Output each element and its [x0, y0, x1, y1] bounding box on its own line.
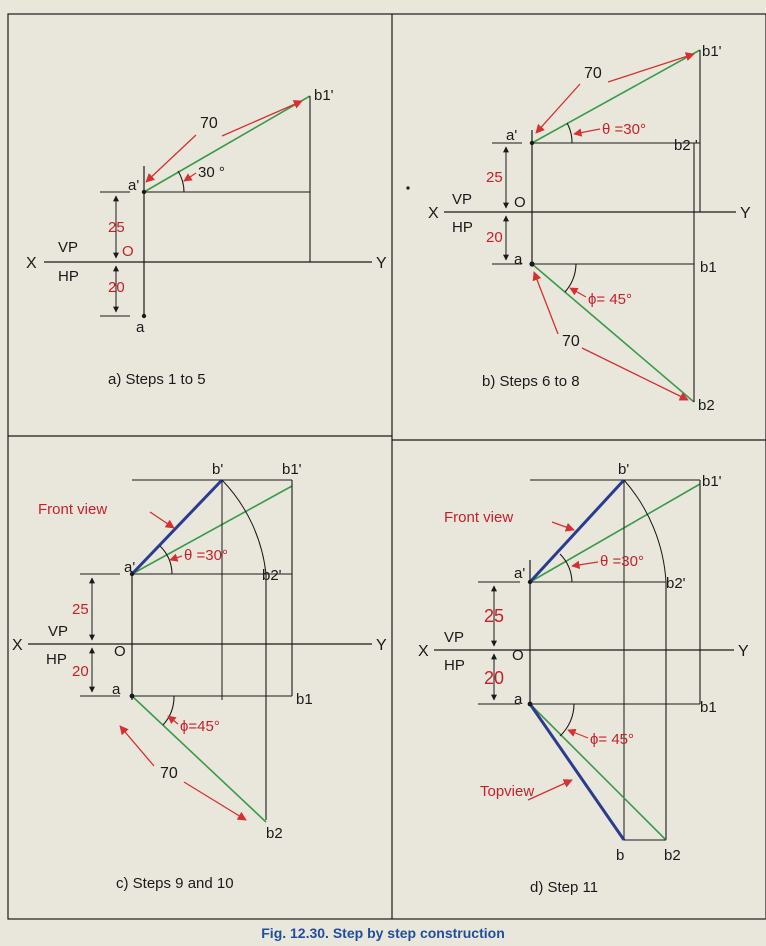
label-a-prime: a' — [128, 177, 140, 194]
point-a-prime — [142, 190, 146, 194]
label-dim-20: 20 — [72, 663, 89, 680]
label-front-view: Front view — [444, 509, 514, 526]
label-a: a — [136, 319, 145, 336]
stray-dot — [406, 186, 409, 189]
arrow-to-b1-prime — [222, 101, 302, 136]
label-b: b — [616, 847, 625, 864]
point-a — [529, 261, 534, 266]
label-theta: θ =30° — [184, 547, 228, 564]
label-theta: θ =30° — [600, 553, 644, 570]
label-y: Y — [376, 255, 387, 272]
point-a — [528, 702, 533, 707]
phi-arrow — [570, 288, 586, 297]
label-hp: HP — [46, 651, 67, 668]
label-hp: HP — [58, 268, 79, 285]
label-b2: b2 — [266, 825, 283, 842]
label-front-view: Front view — [38, 501, 108, 518]
label-x: X — [26, 255, 37, 272]
phi-arrow — [568, 730, 588, 738]
point-a — [142, 314, 146, 318]
label-dim-25: 25 — [108, 219, 125, 236]
label-top-view: Topview — [480, 783, 535, 800]
label-a-prime: a' — [514, 565, 526, 582]
label-hp: HP — [444, 657, 465, 674]
label-y: Y — [738, 643, 749, 660]
point-a-prime — [530, 141, 534, 145]
true-length-line-hp — [132, 696, 266, 822]
label-b1: b1 — [700, 699, 717, 716]
angle-arrow — [184, 173, 196, 181]
top-view-arrow — [528, 780, 572, 800]
arrow-length-a — [120, 726, 154, 766]
panel-c-caption: c) Steps 9 and 10 — [116, 875, 234, 892]
label-b2-prime: b2' — [666, 575, 686, 592]
label-phi: ϕ= 45° — [590, 731, 635, 748]
label-phi: ϕ= 45° — [588, 291, 633, 308]
front-view-arrow — [552, 522, 574, 530]
label-y: Y — [376, 637, 387, 654]
theta-arrow — [574, 129, 600, 134]
panel-c — [12, 461, 387, 892]
label-x: X — [418, 643, 429, 660]
theta-arrow — [572, 562, 598, 566]
label-angle: 30 ° — [198, 164, 225, 181]
label-b2-prime: b2' — [262, 567, 282, 584]
label-b1-prime: b1' — [702, 43, 722, 60]
label-o: O — [122, 243, 134, 260]
label-o: O — [514, 194, 526, 211]
figure-caption: Fig. 12.30. Step by step construction — [261, 925, 505, 941]
arrow-top-a — [536, 84, 580, 133]
label-b2: b2 — [698, 397, 715, 414]
label-dim-25: 25 — [484, 606, 505, 626]
label-a-prime: a' — [124, 559, 136, 576]
front-view-arrow — [150, 512, 174, 528]
label-vp: VP — [444, 629, 465, 646]
panel-a — [26, 87, 387, 388]
label-b-prime: b' — [212, 461, 224, 478]
label-dim-20: 20 — [108, 279, 125, 296]
label-a: a — [514, 691, 523, 708]
true-length-line-hp — [530, 704, 666, 840]
label-vp: VP — [58, 239, 79, 256]
label-length-bottom: 70 — [562, 333, 580, 350]
theta-arc — [567, 123, 572, 143]
label-theta: θ =30° — [602, 121, 646, 138]
point-a — [130, 694, 135, 699]
phi-arrow — [168, 716, 178, 724]
label-length: 70 — [160, 765, 178, 782]
theta-arrow — [170, 556, 182, 560]
label-b2: b2 — [664, 847, 681, 864]
panel-b — [406, 43, 751, 414]
label-y: Y — [740, 205, 751, 222]
label-length-top: 70 — [584, 65, 602, 82]
label-phi: ϕ=45° — [180, 718, 220, 735]
arrow-bottom-a — [534, 272, 558, 334]
label-dim-20: 20 — [484, 668, 505, 688]
label-dim-25: 25 — [486, 169, 503, 186]
label-a-prime: a' — [506, 127, 518, 144]
panel-d-caption: d) Step 11 — [530, 879, 599, 896]
label-b1-prime: b1' — [314, 87, 334, 104]
label-x: X — [12, 637, 23, 654]
label-hp: HP — [452, 219, 473, 236]
panel-d — [418, 461, 749, 896]
figure-border — [8, 14, 766, 919]
label-b1: b1 — [296, 691, 313, 708]
label-dim-25: 25 — [72, 601, 89, 618]
phi-arc — [163, 696, 174, 725]
panel-grid — [8, 14, 766, 919]
arrow-to-a-prime — [146, 135, 196, 182]
locus-arc — [222, 480, 266, 574]
label-b-prime: b' — [618, 461, 630, 478]
label-b2-prime: b2 ' — [674, 137, 698, 154]
label-x: X — [428, 205, 439, 222]
label-b1: b1 — [700, 259, 717, 276]
label-true-length: 70 — [200, 115, 218, 132]
label-o: O — [512, 647, 524, 664]
true-length-line — [144, 96, 310, 192]
label-vp: VP — [452, 191, 473, 208]
panel-a-caption: a) Steps 1 to 5 — [108, 371, 206, 388]
label-vp: VP — [48, 623, 69, 640]
arrow-bottom-b — [582, 348, 688, 400]
label-dim-20: 20 — [486, 229, 503, 246]
label-a: a — [112, 681, 121, 698]
point-a-prime — [528, 580, 532, 584]
label-b1-prime: b1' — [702, 473, 722, 490]
top-view-line — [530, 704, 624, 840]
arrow-length-b — [184, 782, 246, 820]
label-b1-prime: b1' — [282, 461, 302, 478]
label-o: O — [114, 643, 126, 660]
angle-arc — [178, 171, 184, 192]
label-a: a — [514, 251, 523, 268]
panel-b-caption: b) Steps 6 to 8 — [482, 373, 580, 390]
